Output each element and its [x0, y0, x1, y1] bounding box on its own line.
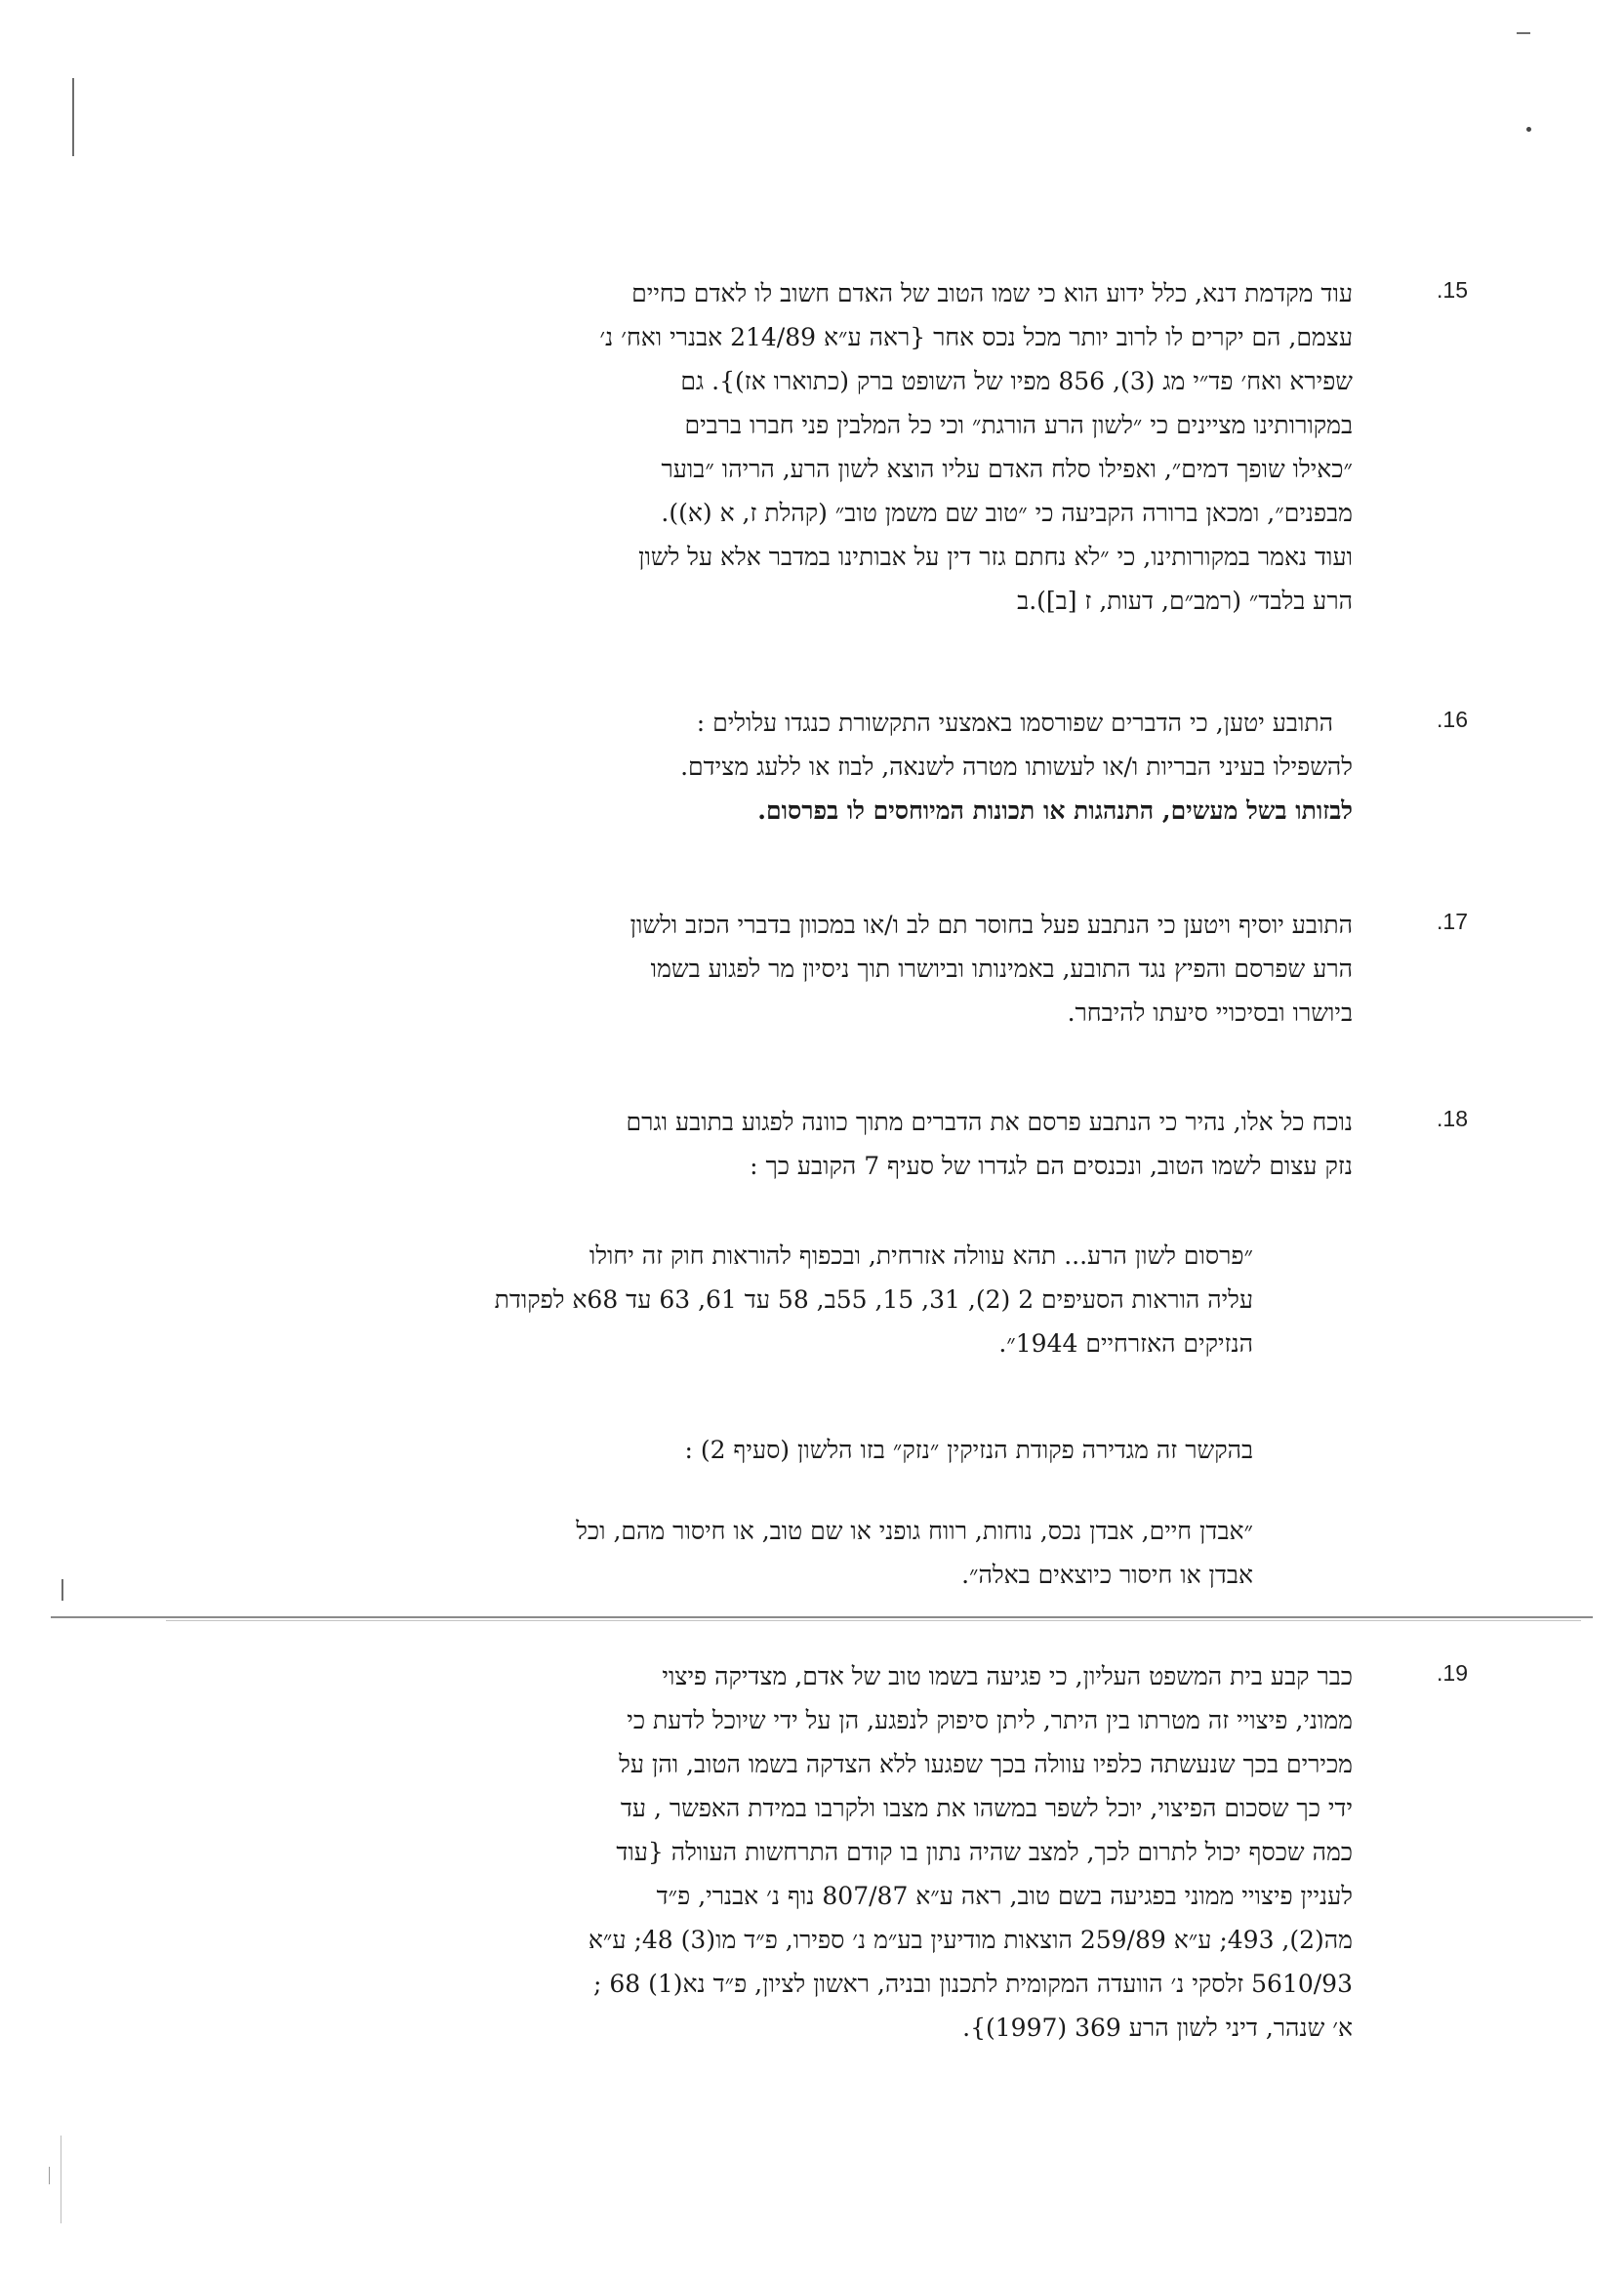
paragraph-17 [362, 903, 1468, 1035]
quote-line: ״אבדן חיים, אבדן נכס, נוחות, רווח גופני או שם טוב, או חיסור מהם, וכל [576, 1517, 1253, 1545]
text-line: מבפנים״, ומכאן ברורה הקביעה כי ״טוב שם משמן טוב״ (קהלת ז, א (א)). [661, 499, 1353, 527]
quoted-damage-definition [375, 1509, 1253, 1597]
text-line: נוכח כל אלו, נהיר כי הנתבע פרסם את הדברים מתוך כוונה לפגוע בתובע וגרם [626, 1108, 1353, 1136]
quote-line: אבדן או חיסור כיוצאים באלה״. [961, 1561, 1253, 1589]
text-line: כבר קבע בית המשפט העליון, כי פגיעה בשמו טוב של אדם, מצדיקה פיצוי [662, 1662, 1353, 1690]
scan-mark [49, 2167, 50, 2184]
scan-fold-line [166, 1620, 1581, 1621]
text-line: עצמם, הם יקרים לו לרוב יותר מכל נכס אחר {ראה ע״א 214/89 אבנרי ואח׳ נ׳ [599, 323, 1353, 351]
text-line: ידי כך שסכום הפיצוי, יוכל לשפר במשהו את מצבו ולקרבו במידת האפשר , עד [620, 1794, 1353, 1822]
text-line: בהקשר זה מגדירה פקודת הנזיקין ״נזק״ בזו הלשון (סעיף 2) : [684, 1436, 1253, 1464]
text-line: לעניין פיצויי ממוני בפגיעה בשם טוב, ראה ע״א 807/87 נוף נ׳ אבנרי, פ״ד [656, 1882, 1353, 1910]
text-line: ממוני, פיצויי זה מטרתו בין היתר, ליתן סיפוק לנפגע, הן על ידי שיוכל לדעת כי [627, 1706, 1353, 1734]
text-line-bold: לבזותו בשל מעשים, התנהגות או תכונות המיוחסים לו בפרסום. [757, 796, 1353, 825]
paragraph-19 [362, 1654, 1468, 2050]
text-line: התובע יטען, כי הדברים שפורסמו באמצעי התקשורת כנגדו עלולים : [696, 709, 1333, 737]
paragraph-number: .16 [1437, 707, 1468, 732]
text-line: ״כאילו שופך דמים״, ואפילו סלח האדם עליו הוצא לשון הרע, הריהו ״בוער [661, 455, 1353, 483]
paragraph-18 [362, 1100, 1468, 1188]
quoted-section-7 [375, 1234, 1253, 1365]
damage-definition-intro [375, 1428, 1253, 1472]
text-line: הרע בלבד״ (רמב״ם, דעות, ז [ב]).ב [1017, 587, 1353, 615]
text-line: הרע שפרסם והפיץ נגד התובע, באמינותו וביושרו תוך ניסיון מר לפגוע בשמו [650, 955, 1353, 983]
scan-mark [72, 78, 74, 156]
paragraph-15 [362, 271, 1468, 623]
scan-mark [61, 1579, 63, 1601]
text-line: ביושרו ובסיכויי סיעתו להיבחר. [1067, 998, 1353, 1027]
text-line: להשפילו בעיני הבריות ו/או לעשותו מטרה לשנאה, לבוז או ללעג מצידם. [680, 753, 1353, 781]
paragraph-number: .18 [1437, 1106, 1468, 1131]
text-line: 5610/93 זלסקי נ׳ הוועדה המקומית לתכנון ובניה, ראשון לציון, פ״ד נא(1) 68 ; [592, 1970, 1353, 1998]
text-line: מכירים בכך שנעשתה כלפיו עוולה בכך שפגעו ללא הצדקה בשמו הטוב, והן על [619, 1750, 1353, 1778]
text-line: עוד מקדמת דנא, כלל ידוע הוא כי שמו הטוב של האדם חשוב לו לאדם כחיים [631, 279, 1353, 307]
paragraph-number: .17 [1437, 909, 1468, 934]
paragraph-number: .15 [1437, 277, 1468, 303]
text-line: א׳ שנהר, דיני לשון הרע 369 (1997)}. [962, 2014, 1353, 2042]
scan-mark [1526, 127, 1531, 132]
scan-mark [1517, 32, 1530, 34]
quote-line: הנזיקים האזרחיים 1944״. [998, 1329, 1253, 1358]
paragraph-16 [362, 701, 1468, 833]
text-line: מה(2), 493; ע״א 259/89 הוצאות מודיעין בע״מ נ׳ ספירו, פ״ד מו(3) 48; ע״א [588, 1926, 1353, 1954]
paragraph-number: .19 [1437, 1660, 1468, 1686]
text-line: שפירא ואח׳ פד״י מג (3), 856 מפיו של השופט ברק (כתוארו אז)}. גם [680, 367, 1353, 395]
text-line: התובע יוסיף ויטען כי הנתבע פעל בחוסר תם לב ו/או במכוון בדברי הכזב ולשון [629, 911, 1353, 939]
text-line: נזק עצום לשמו הטוב, ונכנסים הם לגדרו של סעיף 7 הקובע כך : [750, 1152, 1353, 1180]
quote-line: ״פרסום לשון הרע... תהא עוולה אזרחית, ובכפוף להוראות חוק זה יחולו [589, 1241, 1253, 1270]
scan-fold-line [51, 1616, 1593, 1618]
quote-line: עליה הוראות הסעיפים 2 (2), 31, 15, 55ב, 58 עד 61, 63 עד 68א לפקודת [494, 1285, 1253, 1314]
text-line: ועוד נאמר במקורותינו, כי ״לא נחתם גזר דין על אבותינו במדבר אלא על לשון [638, 543, 1353, 571]
text-line: במקורותינו מציינים כי ״לשון הרע הורגת״ וכי כל המלבין פני חברו ברבים [684, 411, 1353, 439]
text-line: כמה שכסף יכול לתרום לכך, למצב שהיה נתון בו קודם התרחשות העוולה {עוד [616, 1838, 1353, 1866]
